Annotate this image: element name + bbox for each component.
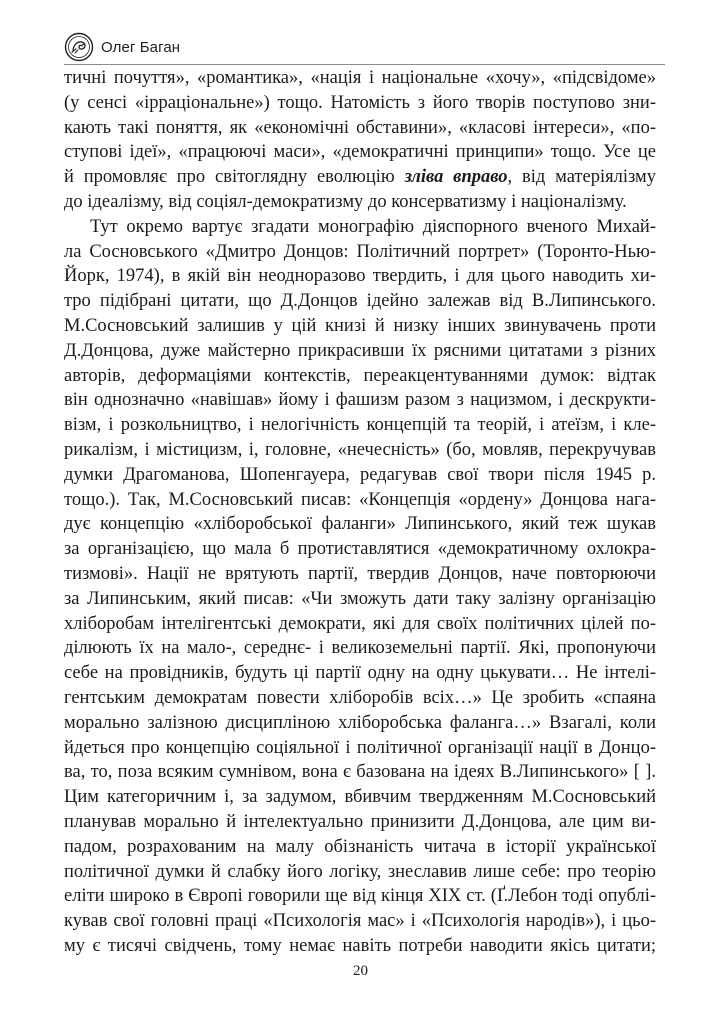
text-line: рикалізм, і містицизм, і, головне, «нечесність» (бо, мовляв, перекручував bbox=[64, 439, 656, 460]
text-line: кував свої головні праці «Психологія мас» і «Психологія народів»), і цьо- bbox=[64, 911, 656, 932]
text-line: Тут окремо вартує згадати монографію діяспорного вченого Михай- bbox=[90, 216, 656, 237]
text-line bbox=[64, 165, 656, 190]
text-line: думки Драгоманова, Шопенгауера, редагував свої твори після 1945 р. bbox=[64, 464, 656, 485]
text-run: , від матеріялізму bbox=[507, 167, 656, 188]
text-line: Йорк, 1974), в якій він неодноразово твердить, і для цього наводить хи- bbox=[64, 266, 656, 287]
text-line: тичні почуття», «романтика», «нація і національне «хочу», «підсвідоме» bbox=[64, 68, 656, 88]
text-line: тизмові». Нації не врятують партії, твердив Донцов, наче повторюючи bbox=[64, 563, 656, 584]
text-line: за Липинським, який писав: «Чи зможуть дати таку залізну організацію bbox=[64, 588, 656, 609]
text-line: (у сенсі «ірраціональне») тощо. Натомість з його творів поступово зни- bbox=[64, 92, 656, 113]
text-line: Д.Донцова, дуже майстерно прикрасивши їх рясними цитатами з різних bbox=[64, 340, 656, 361]
publisher-logo-icon bbox=[64, 32, 94, 62]
text-line: йдеться про концепцію соціяльної і політичної організації нації в Донцо- bbox=[64, 737, 656, 758]
text-line: му є тисячі свідчень, тому немає навіть потреби наводити якісь цитати; bbox=[64, 935, 656, 956]
text-line: кають такі поняття, як «економічні обставини», «класові інтереси», «по- bbox=[64, 117, 656, 138]
text-line: морально залізною дисципліною хліборобська фаланга…» Взагалі, коли bbox=[64, 712, 656, 733]
text-line: Цим категоричним і, за задумом, вбивчим твердженням М.Сосновський bbox=[64, 787, 656, 808]
text-line: ділюють їх на мало-, середнє- і великоземельні партії. Які, пропонуючи bbox=[64, 638, 656, 659]
text-line: планував морально й інтелектуально принизити Д.Донцова, але цим ви- bbox=[64, 811, 656, 832]
paragraph-2 bbox=[64, 215, 656, 959]
paragraph-1 bbox=[64, 66, 656, 215]
main-text bbox=[64, 66, 656, 959]
text-line: до ідеалізму, від соціял-демократизму до консерватизму і націоналізму. bbox=[64, 191, 627, 212]
text-line: за організацією, що мала б протиставлятися «демократичному охлокра- bbox=[64, 539, 656, 560]
text-line: авторів, деформаціями контекстів, переакцентуваннями думок: відтак bbox=[64, 365, 656, 386]
text-line: гентським демократам повести хліборобів всіх…» Це зробить «спаяна bbox=[64, 687, 656, 708]
header-divider bbox=[64, 64, 665, 65]
text-line: падом, розрахованим на малу обізнаність читача в історії української bbox=[64, 836, 656, 857]
text-line: ва, то, поза всяким сумнівом, вона є базована на ідеях В.Липинського» [ ]. bbox=[64, 762, 656, 783]
page-number: 20 bbox=[353, 963, 368, 979]
text-line: М.Сосновський залишив у цій книзі й низку інших звинувачень проти bbox=[64, 315, 656, 336]
text-line: політичної думки й слабку його логіку, знеславив лише себе: про теорію bbox=[64, 861, 656, 882]
text-line: хліборобам інтелігентські демократи, які для своїх політичних цілей по- bbox=[64, 613, 656, 634]
text-line: він однозначно «навішав» йому і фашизм разом з нацизмом, і дескрукти- bbox=[64, 390, 656, 411]
text-line: тро підібрані цитати, що Д.Донцов ідейно залежав від В.Липинського. bbox=[64, 291, 656, 312]
text-run: й промовляє про світоглядну еволюцію bbox=[64, 167, 405, 188]
text-line: еліти широко в Європі говорили ще від кінця XIX ст. (Ґ.Лебон тоді опублі- bbox=[64, 886, 656, 907]
emphasized-phrase: зліва вправо bbox=[404, 167, 508, 188]
text-line: себе на провідників, будуть ці партії одну на одну цькувати… Не інтелі- bbox=[64, 663, 656, 684]
text-line: тощо.). Так, М.Сосновський писав: «Концепція «ордену» Донцова нага- bbox=[64, 489, 656, 510]
text-line: ступові ідеї», «працюючі маси», «демократичні принципи» тощо. Усе це bbox=[64, 142, 656, 163]
text-line: ла Сосновського «Дмитро Донцов: Політичний портрет» (Торонто-Нью- bbox=[64, 241, 656, 262]
text-line: дує концепцію «хліборобської фаланги» Липинського, який теж шукав bbox=[64, 514, 656, 535]
author-name: Олег Баган bbox=[101, 38, 181, 56]
running-header bbox=[64, 30, 180, 64]
text-line: візм, і розкольництво, і нелогічність концепцій та теорій, і атеїзм, і кле- bbox=[64, 415, 656, 436]
